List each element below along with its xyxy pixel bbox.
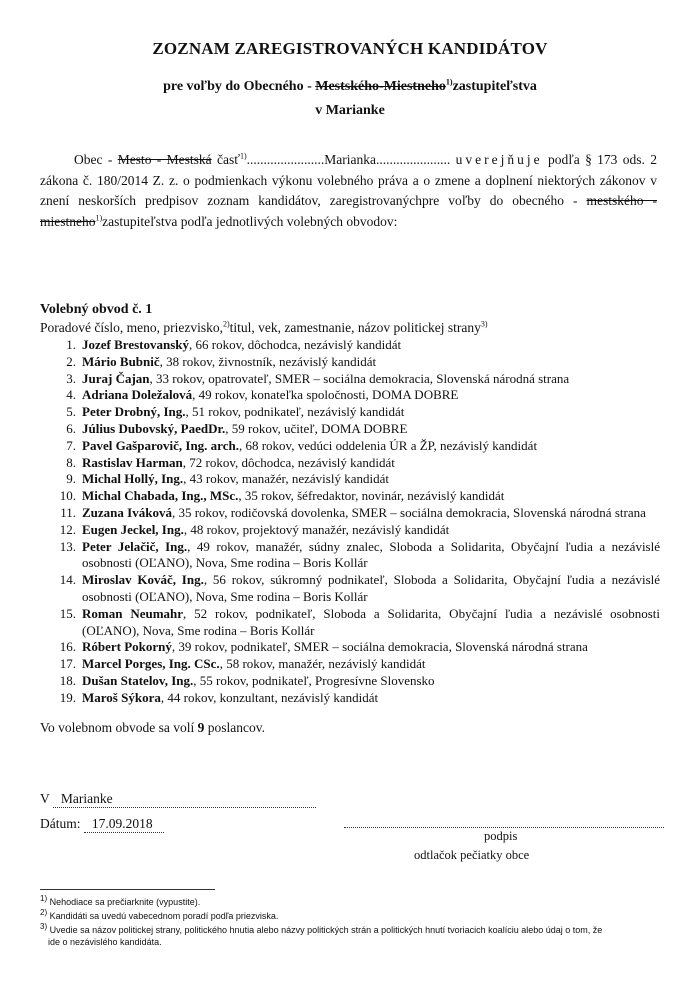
candidate-number: 17. (59, 656, 76, 672)
candidate-number: 14. (59, 572, 76, 588)
stamp-label: odtlačok pečiatky obce (414, 848, 530, 862)
candidate-details: , 59 rokov, učiteľ, DOMA DOBRE (225, 420, 408, 436)
candidate-item (40, 354, 660, 371)
candidate-item (40, 505, 660, 522)
footnote-1 (40, 894, 670, 909)
signature-line (344, 827, 664, 828)
footnote-text: ide o nezávislého kandidáta. (48, 936, 162, 947)
candidate-name: Eugen Jeckel, Ing. (82, 521, 184, 537)
candidate-item (40, 639, 660, 656)
dot-leader: ...................... (376, 152, 451, 167)
candidate-item (40, 690, 660, 707)
candidate-details: , 56 rokov, súkromný podnikateľ, Sloboda a Solidarita, Obyčajní ľudia a nezávislé osobnosti (OĽANO), Nova, Sme rodina – Boris Kollár (82, 572, 661, 604)
candidate-name: Adriana Doležalová (82, 387, 193, 403)
seats-text: Vo volebnom obvode sa volí (40, 720, 198, 735)
candidate-number: 8. (66, 454, 76, 470)
candidate-number: 11. (60, 504, 76, 520)
candidate-item (40, 673, 660, 690)
candidate-item (40, 539, 660, 573)
intro-text: časť (211, 152, 240, 167)
candidate-details: , 68 rokov, vedúci oddelenia ÚR a ŽP, nezávislý kandidát (238, 437, 538, 453)
footnote-text: Kandidáti sa uvedú vabecednom poradí podľa priezviska. (47, 911, 279, 921)
intro-text: podľa § 173 ods. 2 zákona č. 180/2014 Z. z. o podmienkach výkonu volebného práva a o zmene a doplnení niektorých zákonov v znení neskorších predpisov zoznam kandidátov, zaregistrovanýchpre voľby do obecného - (40, 152, 657, 208)
candidate-number: 1. (66, 337, 76, 352)
candidate-number: 2. (66, 353, 76, 369)
candidate-name: Michal Hollý, Ing. (82, 471, 184, 487)
intro-verb: uverejňuje (455, 152, 543, 167)
candidate-item (40, 656, 660, 673)
dot-leader: ....................... (246, 152, 325, 167)
candidate-number: 6. (66, 420, 76, 436)
date-value: 17.09.2018 (84, 816, 164, 833)
candidate-details: , 49 rokov, konateľka spoločnosti, DOMA DOBRE (192, 387, 459, 403)
candidate-details: , 38 rokov, živnostník, nezávislý kandidát (159, 353, 377, 369)
candidate-number: 19. (59, 689, 76, 705)
candidate-details: , 35 rokov, šéfredaktor, novinár, nezávislý kandidát (238, 488, 505, 504)
footnote-ref: 2) (222, 319, 230, 329)
place-value: Marianke (53, 791, 316, 808)
candidate-number: 7. (66, 437, 76, 453)
candidate-name: Július Dubovský, PaedDr. (82, 420, 226, 436)
candidate-number: 4. (66, 387, 76, 403)
intro-text: zastupiteľstva podľa jednotlivých volebných obvodov: (102, 213, 398, 229)
candidate-name: Peter Jelačič, Ing. (82, 538, 188, 554)
intro-paragraph (40, 150, 657, 232)
candidate-name: Juraj Čajan (82, 370, 150, 386)
footnote-mark: 2) (40, 908, 48, 917)
footnote-ref: 1) (240, 151, 247, 161)
intro-text: Obec - (74, 152, 118, 167)
candidate-item (40, 337, 660, 354)
candidate-details: , 55 rokov, podnikateľ, Progresívne Slovensko (193, 672, 435, 688)
document-place: v Marianke (315, 103, 385, 118)
candidate-name: Maroš Sýkora (82, 689, 161, 705)
place-label: V (40, 791, 50, 806)
candidate-number: 15. (59, 605, 76, 621)
candidate-name: Miroslav Kováč, Ing. (82, 572, 204, 588)
candidate-name: Mário Bubnič (82, 353, 160, 369)
candidate-item (40, 421, 660, 438)
candidate-name: Róbert Pokorný (82, 639, 172, 655)
candidate-name: Marcel Porges, Ing. CSc. (82, 656, 220, 672)
footnote-3 (40, 922, 670, 948)
candidate-item (40, 404, 660, 421)
footnote-text: Uvedie sa názov politickej strany, politického hnutia alebo názvy politických strán a politických hnutí tvoriacich koalíciu alebo údaj o tom, že (47, 925, 603, 935)
footnote-text: Nehodiace sa prečiarknite (vypustite). (47, 897, 201, 907)
seats-text: poslancov. (204, 720, 265, 735)
candidate-name: Jozef Brestovanský (82, 337, 190, 352)
candidate-item (40, 572, 660, 606)
document-subtitle (0, 79, 700, 95)
candidate-details: , 49 rokov, manažér, súdny znalec, Sloboda a Solidarita, Obyčajní ľudia a nezávislé osobnosti (OĽANO), Nova, Sme rodina – Boris Kollár (82, 538, 660, 571)
subtitle-struck-text: Mestského-Miestneho (315, 79, 446, 94)
candidate-item (40, 387, 660, 404)
candidate-details: , 44 rokov, konzultant, nezávislý kandidát (160, 689, 379, 705)
candidate-list (40, 337, 660, 707)
subtitle-suffix: zastupiteľstva (452, 79, 537, 94)
candidate-details: , 51 rokov, podnikateľ, nezávislý kandidát (185, 404, 405, 420)
footnote-2 (40, 908, 670, 923)
district-title: Volebný obvod č. 1 (40, 302, 153, 317)
intro-struck-text: Mesto - Mestská (117, 152, 212, 167)
candidate-number: 10. (59, 488, 76, 504)
footnote-ref: 3) (480, 319, 488, 329)
candidate-name: Dušan Statelov, Ing. (82, 672, 194, 688)
district-note-text: titul, vek, zamestnanie, názov politickej strany (229, 320, 481, 335)
candidate-details: , 43 rokov, manažér, nezávislý kandidát (183, 471, 389, 487)
intro-struck-text: mestského - miestneho (40, 193, 657, 229)
footnote-mark: 1) (40, 894, 48, 903)
seats-note (40, 720, 265, 736)
candidate-details: , 72 rokov, dôchodca, nezávislý kandidát (182, 454, 395, 470)
municipality-name: Marianka (324, 152, 377, 167)
candidate-number: 18. (59, 672, 76, 688)
signature-place (40, 791, 316, 808)
candidate-details: , 52 rokov, podnikateľ, Sloboda a Solidarita, Obyčajní ľudia a nezávislé osobnosti (OĽANO), Nova, Sme rodina – Boris Kollár (82, 605, 660, 638)
candidate-number: 12. (59, 521, 76, 537)
footnote-ref: 1) (95, 213, 103, 222)
signature-label: podpis (484, 829, 518, 843)
candidate-details: , 58 rokov, manažér, nezávislý kandidát (219, 656, 426, 672)
candidate-details: , 39 rokov, podnikateľ, SMER – sociálna demokracia, Slovenská národná strana (171, 639, 588, 655)
candidate-name: Roman Neumahr (82, 605, 184, 621)
subtitle-text: pre voľby do Obecného - (163, 79, 316, 94)
candidate-details: , 35 rokov, rodičovská dovolenka, SMER – sociálna demokracia, Slovenská národná strana (171, 504, 646, 520)
candidate-details: , 48 rokov, projektový manažér, nezávislý kandidát (183, 521, 450, 537)
footnote-mark: 3) (40, 922, 48, 931)
footnote-ref: 1) (445, 77, 453, 87)
candidate-details: , 33 rokov, opatrovateľ, SMER – sociálna demokracia, Slovenská národná strana (149, 370, 570, 386)
footnote-divider (40, 889, 215, 890)
candidate-item (40, 455, 660, 472)
candidate-item (40, 438, 660, 455)
candidate-name: Zuzana Iváková (82, 504, 172, 520)
candidate-name: Rastislav Harman (82, 454, 183, 470)
candidate-number: 9. (66, 471, 76, 487)
district-note-text: Poradové číslo, meno, priezvisko, (40, 320, 223, 335)
candidate-item (40, 488, 660, 505)
candidate-item (40, 606, 660, 640)
candidate-number: 3. (66, 370, 76, 386)
candidate-details: , 66 rokov, dôchodca, nezávislý kandidát (189, 337, 402, 352)
candidate-item (40, 371, 660, 388)
district-columns-note (40, 320, 488, 336)
date-label: Dátum: (40, 816, 81, 831)
signature-date (40, 816, 164, 833)
candidate-number: 16. (59, 639, 76, 655)
candidate-name: Michal Chabada, Ing., MSc. (82, 488, 239, 504)
candidate-name: Peter Drobný, Ing. (82, 404, 186, 420)
seats-count: 9 (197, 720, 205, 735)
candidate-name: Pavel Gašparovič, Ing. arch. (82, 437, 239, 453)
candidate-item (40, 522, 660, 539)
document-title: ZOZNAM ZAREGISTROVANÝCH KANDIDÁTOV (152, 39, 548, 58)
candidate-item (40, 471, 660, 488)
candidate-number: 5. (66, 404, 76, 420)
candidate-number: 13. (59, 538, 76, 554)
